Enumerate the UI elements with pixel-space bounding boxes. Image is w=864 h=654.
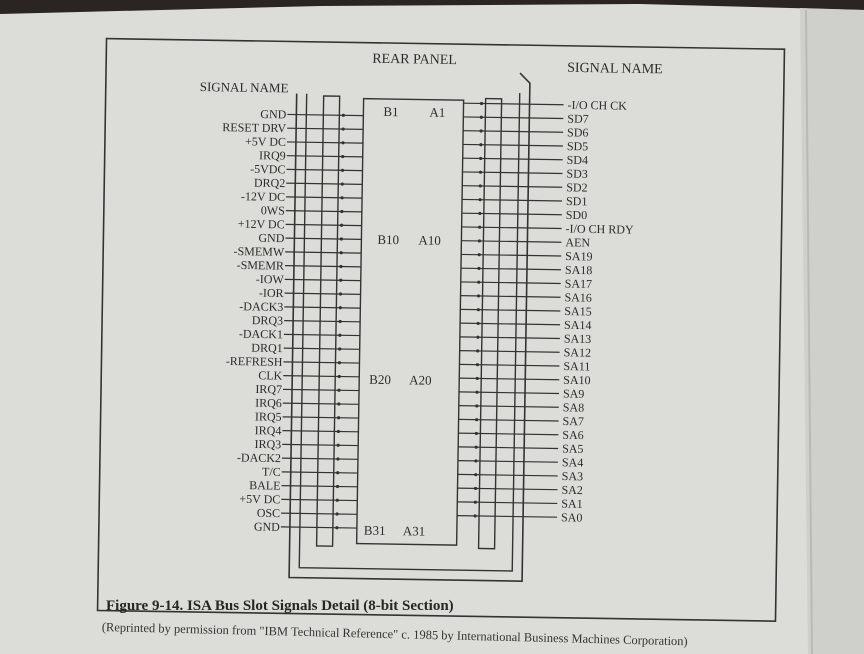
b-signal-label: 0WS bbox=[260, 203, 285, 218]
figure-caption-credit: (Reprinted by permission from "IBM Technical Reference" c. 1985 by International Business Machines Corporation) bbox=[101, 620, 688, 649]
b-pin-dot bbox=[338, 361, 341, 364]
a-pin-dot bbox=[478, 253, 481, 256]
rear-panel-bracket bbox=[289, 70, 530, 582]
b-pin-lead bbox=[281, 527, 357, 528]
a-signal-label: SD6 bbox=[567, 125, 589, 140]
rear-panel-label: REAR PANEL bbox=[372, 51, 458, 69]
b-pin-lead bbox=[286, 224, 362, 225]
a-signal-label: SA13 bbox=[563, 331, 592, 346]
b-pin-lead bbox=[285, 279, 361, 280]
b-pin-dot bbox=[335, 526, 338, 529]
a-pin-dot bbox=[478, 198, 481, 201]
b-signal-label: DRQ3 bbox=[251, 313, 284, 328]
b-pin-dot bbox=[339, 292, 342, 295]
a-pin-dot bbox=[475, 446, 478, 449]
b-pin-dot bbox=[342, 127, 345, 130]
a-signal-label: SD2 bbox=[566, 180, 588, 195]
b-pin-dot bbox=[338, 334, 341, 337]
b-pin-dot bbox=[339, 265, 342, 268]
b-signal-label: -SMEMW bbox=[233, 244, 285, 259]
b-pin-lead bbox=[285, 293, 361, 294]
a-pin-lead bbox=[459, 392, 559, 394]
b-signal-label: -SMEMR bbox=[236, 257, 285, 273]
a-pin-dot bbox=[480, 102, 483, 105]
a-signal-label: SA14 bbox=[563, 317, 592, 333]
a-pin-dot bbox=[476, 322, 479, 325]
a-pin-lead bbox=[461, 254, 561, 256]
a-pin-lead bbox=[458, 488, 558, 490]
a-signal-label: SA7 bbox=[562, 414, 585, 429]
a-pin-dot bbox=[479, 171, 482, 174]
a-signal-label: SA0 bbox=[560, 510, 583, 525]
b-pin-dot bbox=[340, 237, 343, 240]
b-signal-label: IRQ9 bbox=[258, 148, 286, 163]
a-signal-label: SD7 bbox=[567, 111, 589, 126]
figure-frame bbox=[98, 39, 785, 622]
b-pin-lead bbox=[287, 114, 363, 115]
a-signal-label: SA2 bbox=[561, 482, 583, 498]
b-pin-lead bbox=[287, 128, 363, 129]
b-pin-dot bbox=[338, 375, 341, 378]
a-pin-lead bbox=[460, 351, 560, 353]
a-pin-lead bbox=[458, 461, 558, 463]
a-pin-lead bbox=[459, 378, 559, 380]
b-signal-label: GND bbox=[260, 106, 287, 122]
b-signal-label: -DACK3 bbox=[239, 299, 284, 314]
a-pin-dot bbox=[476, 377, 479, 380]
a-pin-dot bbox=[478, 226, 481, 229]
a-pin-lead bbox=[458, 447, 558, 449]
b-signal-label: +5V DC bbox=[239, 491, 281, 507]
b-pin-lead bbox=[284, 348, 360, 349]
a-pin-dot bbox=[480, 129, 483, 132]
b-pin-dot bbox=[336, 457, 339, 460]
b-pin-dot bbox=[339, 279, 342, 282]
b-signal-label: BALE bbox=[249, 478, 281, 493]
a-signal-label: SA3 bbox=[561, 469, 584, 484]
b-pin-dot bbox=[337, 430, 340, 433]
a-signal-label: SA10 bbox=[563, 372, 591, 388]
a-pin-lead bbox=[458, 474, 558, 476]
b-signal-label: -12V DC bbox=[240, 189, 286, 204]
b-pin-lead bbox=[282, 431, 358, 432]
b-pin-lead bbox=[285, 266, 361, 267]
a-pin-lead bbox=[462, 172, 562, 174]
b-pin-lead bbox=[283, 403, 359, 404]
b-signal-label: IRQ6 bbox=[255, 395, 282, 411]
a-signal-label: SA11 bbox=[563, 359, 591, 374]
b-pin-lead bbox=[283, 417, 359, 418]
b-pin-dot bbox=[337, 389, 340, 392]
b-signal-label: -5VDC bbox=[250, 161, 286, 177]
b-pin-dot bbox=[339, 306, 342, 309]
b-pin-dot bbox=[338, 320, 341, 323]
a-pin-dot bbox=[475, 418, 478, 421]
b-signal-label: GND bbox=[253, 519, 280, 534]
a-pin-lead bbox=[458, 433, 558, 435]
a-signal-label: SA16 bbox=[564, 290, 592, 305]
pin-label-a1: A1 bbox=[429, 104, 446, 120]
b-pin-dot bbox=[340, 196, 343, 199]
a-pin-lead bbox=[463, 117, 563, 119]
b-signal-label: GND bbox=[258, 230, 285, 246]
a-pin-lead bbox=[462, 199, 562, 201]
a-signal-label: SD4 bbox=[566, 152, 589, 168]
connector-body bbox=[357, 99, 464, 546]
a-pin-lead bbox=[462, 186, 562, 188]
figure-caption-title: Figure 9-14. ISA Bus Slot Signals Detail (8-bit Section) bbox=[106, 598, 454, 614]
b-pin-dot bbox=[340, 210, 343, 213]
a-pin-lead bbox=[461, 296, 561, 298]
a-pin-dot bbox=[476, 349, 479, 352]
b-pin-lead bbox=[284, 334, 360, 335]
a-pin-lead bbox=[459, 419, 559, 421]
pin-label-a31: A31 bbox=[402, 523, 426, 539]
b-signal-label: DRQ1 bbox=[251, 340, 283, 356]
a-pin-lead bbox=[460, 337, 560, 339]
a-signal-label: SA18 bbox=[564, 262, 593, 278]
b-pin-lead bbox=[283, 389, 359, 390]
a-signal-label: -I/O CH RDY bbox=[565, 221, 634, 237]
right-signal-name-header: SIGNAL NAME bbox=[567, 60, 663, 78]
b-signal-label: -IOR bbox=[258, 285, 284, 301]
a-signal-label: SA4 bbox=[561, 455, 584, 470]
b-pin-lead bbox=[284, 307, 360, 308]
a-pin-dot bbox=[474, 473, 477, 476]
b-pin-dot bbox=[340, 224, 343, 227]
b-signal-label: IRQ5 bbox=[254, 409, 282, 424]
a-pin-dot bbox=[479, 143, 482, 146]
a-signal-label: SA12 bbox=[563, 345, 592, 360]
a-pin-lead bbox=[457, 516, 557, 518]
a-pin-dot bbox=[473, 514, 476, 517]
a-pin-dot bbox=[475, 432, 478, 435]
a-pin-lead bbox=[464, 103, 564, 105]
a-signal-label: SD3 bbox=[566, 166, 588, 181]
b-signal-label: IRQ3 bbox=[254, 436, 282, 452]
b-pin-dot bbox=[340, 251, 343, 254]
a-pin-dot bbox=[475, 391, 478, 394]
b-pin-dot bbox=[335, 512, 338, 515]
a-pin-lead bbox=[462, 227, 562, 229]
a-pin-dot bbox=[477, 308, 480, 311]
pin-label-b31: B31 bbox=[363, 522, 386, 539]
b-pin-lead bbox=[282, 486, 358, 487]
b-pin-lead bbox=[287, 142, 363, 143]
b-signal-label: RESET DRV bbox=[222, 120, 287, 136]
b-pin-dot bbox=[337, 444, 340, 447]
b-pin-dot bbox=[336, 499, 339, 502]
a-signal-label: AEN bbox=[565, 235, 591, 250]
a-pin-dot bbox=[478, 239, 481, 242]
b-pin-lead bbox=[287, 169, 363, 170]
b-pin-lead bbox=[281, 499, 357, 500]
a-pin-lead bbox=[460, 309, 560, 311]
a-signal-label: SA15 bbox=[564, 304, 592, 319]
b-pin-dot bbox=[337, 416, 340, 419]
b-signal-label: -DACK2 bbox=[236, 450, 282, 466]
b-signal-label: +12V DC bbox=[237, 216, 285, 232]
pin-label-b1: B1 bbox=[383, 103, 399, 120]
b-pin-lead bbox=[281, 513, 357, 514]
a-pin-lead bbox=[460, 323, 560, 325]
a-pin-dot bbox=[478, 212, 481, 215]
b-signal-label: OSC bbox=[256, 505, 281, 521]
b-signal-label: IRQ4 bbox=[254, 423, 282, 438]
b-pin-lead bbox=[285, 238, 361, 239]
a-pin-dot bbox=[476, 336, 479, 339]
a-pin-lead bbox=[462, 213, 562, 215]
a-pin-dot bbox=[479, 157, 482, 160]
b-pin-dot bbox=[336, 485, 339, 488]
b-pin-dot bbox=[341, 155, 344, 158]
a-pin-lead bbox=[463, 131, 563, 133]
b-pin-lead bbox=[282, 458, 358, 459]
b-pin-lead bbox=[286, 197, 362, 198]
b-pin-lead bbox=[282, 444, 358, 445]
a-pin-dot bbox=[474, 501, 477, 504]
b-signal-label: CLK bbox=[258, 368, 283, 383]
b-pin-lead bbox=[283, 362, 359, 363]
a-pin-lead bbox=[457, 502, 557, 504]
a-signal-label: SA6 bbox=[562, 427, 584, 443]
b-pin-dot bbox=[341, 182, 344, 185]
b-pin-dot bbox=[337, 402, 340, 405]
a-pin-dot bbox=[475, 404, 478, 407]
a-pin-dot bbox=[477, 281, 480, 284]
b-pin-lead bbox=[284, 321, 360, 322]
a-pin-lead bbox=[463, 144, 563, 146]
b-pin-dot bbox=[336, 471, 339, 474]
b-pin-lead bbox=[286, 211, 362, 212]
a-pin-dot bbox=[474, 487, 477, 490]
b-pin-dot bbox=[342, 114, 345, 117]
a-pin-dot bbox=[477, 294, 480, 297]
b-signal-label: +5V DC bbox=[244, 134, 287, 149]
b-pin-lead bbox=[283, 376, 359, 377]
a-pin-lead bbox=[459, 406, 559, 408]
a-signal-label: SD1 bbox=[565, 194, 588, 209]
a-pin-dot bbox=[477, 267, 480, 270]
b-pin-dot bbox=[338, 347, 341, 350]
b-pin-lead bbox=[287, 156, 363, 157]
pin-label-b20: B20 bbox=[369, 371, 392, 388]
b-pin-dot bbox=[341, 141, 344, 144]
pin-label-a20: A20 bbox=[409, 372, 432, 388]
a-signal-label: SD0 bbox=[565, 207, 588, 223]
b-signal-label: -IOW bbox=[255, 271, 284, 287]
a-pin-lead bbox=[461, 282, 561, 284]
a-pin-dot bbox=[474, 459, 477, 462]
a-pin-dot bbox=[476, 363, 479, 366]
b-pin-lead bbox=[286, 183, 362, 184]
a-pin-dot bbox=[480, 116, 483, 119]
a-pin-lead bbox=[461, 241, 561, 243]
b-signal-label: T/C bbox=[261, 464, 281, 479]
a-signal-label: SA19 bbox=[565, 249, 593, 264]
a-signal-label: -I/O CH CK bbox=[567, 97, 627, 113]
a-signal-label: SA1 bbox=[561, 496, 583, 511]
b-signal-label: DRQ2 bbox=[253, 175, 286, 191]
a-signal-label: SA8 bbox=[562, 400, 585, 415]
left-signal-name-header: SIGNAL NAME bbox=[199, 79, 289, 96]
a-signal-label: SA17 bbox=[564, 276, 593, 291]
a-pin-lead bbox=[463, 158, 563, 160]
a-pin-lead bbox=[459, 364, 559, 366]
b-pin-lead bbox=[282, 472, 358, 473]
b-signal-label: IRQ7 bbox=[255, 381, 283, 397]
a-signal-label: SA5 bbox=[562, 441, 584, 456]
b-pin-lead bbox=[285, 252, 361, 253]
b-pin-dot bbox=[341, 169, 344, 172]
pin-label-b10: B10 bbox=[377, 231, 400, 248]
a-signal-label: SA9 bbox=[562, 386, 585, 401]
a-signal-label: SD5 bbox=[566, 139, 589, 154]
pin-label-a10: A10 bbox=[418, 232, 441, 248]
a-pin-lead bbox=[461, 268, 561, 270]
b-signal-label: -DACK1 bbox=[238, 326, 284, 342]
a-pin-dot bbox=[479, 184, 482, 187]
b-signal-label: -REFRESH bbox=[225, 353, 283, 369]
